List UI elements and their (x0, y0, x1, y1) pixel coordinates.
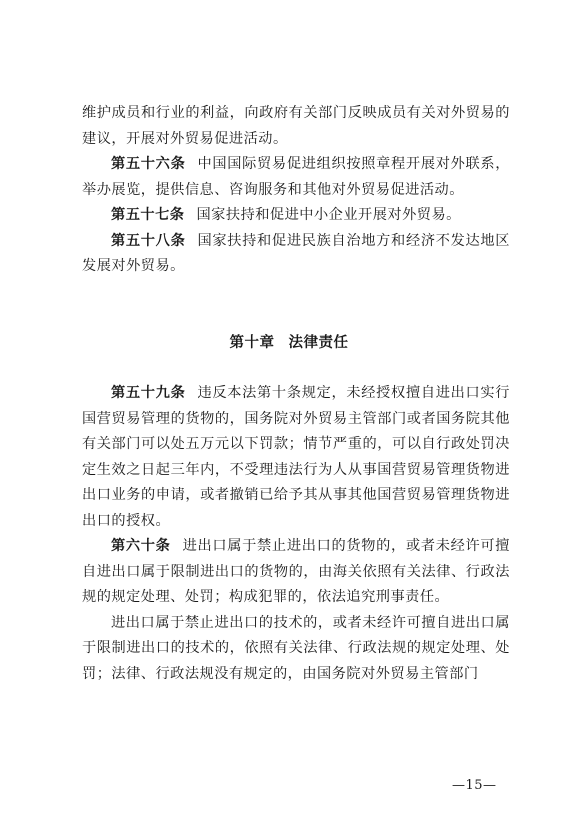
article-text: 国家扶持和促进中小企业开展对外贸易。 (196, 207, 461, 223)
article-number: 第五十八条 (111, 232, 186, 249)
text-section-bottom (82, 381, 510, 687)
article-number: 第五十七条 (111, 207, 185, 223)
article-text: 违反本法第十条规定，未经授权擅自进出口实行国营贸易管理的货物的，国务院对外贸易主管部门或者国务院其他有关部门可以处五万元以下罚款；情节严重的，可以自行政处罚决定生效之日起三年内，不受理违法行为人从事国营贸易管理货物进出口业务的申请，或者撤销已给予其从事其他国营贸易管理货物进出口的授权。 (82, 385, 510, 529)
article-58 (82, 229, 510, 280)
article-number: 第五十六条 (111, 156, 186, 172)
article-text: 中国国际贸易促进组织按照章程开展对外联系，举办展览，提供信息、咨询服务和其他对外贸易促进活动。 (82, 156, 510, 198)
paragraph-text: 进出口属于禁止进出口的技术的，或者未经许可擅自进出口属于限制进出口的技术的，依照有关法律、行政法规的规定处理、处罚；法律、行政法规没有规定的，由国务院对外贸易主管部门 (82, 614, 510, 682)
article-60-paragraph-2 (82, 611, 510, 688)
article-number: 第五十九条 (111, 385, 186, 401)
text-section-top (82, 101, 510, 280)
page-number: —15— (452, 778, 497, 793)
article-59 (82, 381, 510, 534)
chapter-number: 第十章 (229, 335, 275, 351)
paragraph-continuation (82, 101, 510, 152)
article-60 (82, 534, 510, 611)
article-56 (82, 152, 510, 203)
article-57 (82, 203, 510, 229)
article-text: 进出口属于禁止进出口的货物的，或者未经许可擅自进出口属于限制进出口的货物的，由海关依照有关法律、行政法规的规定处理、处罚；构成犯罪的，依法追究刑事责任。 (82, 538, 510, 605)
article-number: 第六十条 (111, 538, 171, 554)
article-text: 国家扶持和促进民族自治地方和经济不发达地区发展对外贸易。 (82, 232, 510, 274)
paragraph-text: 维护成员和行业的利益，向政府有关部门反映成员有关对外贸易的建议，开展对外贸易促进活动。 (82, 105, 510, 147)
chapter-title: 法律责任 (288, 335, 349, 351)
chapter-heading (0, 331, 578, 352)
